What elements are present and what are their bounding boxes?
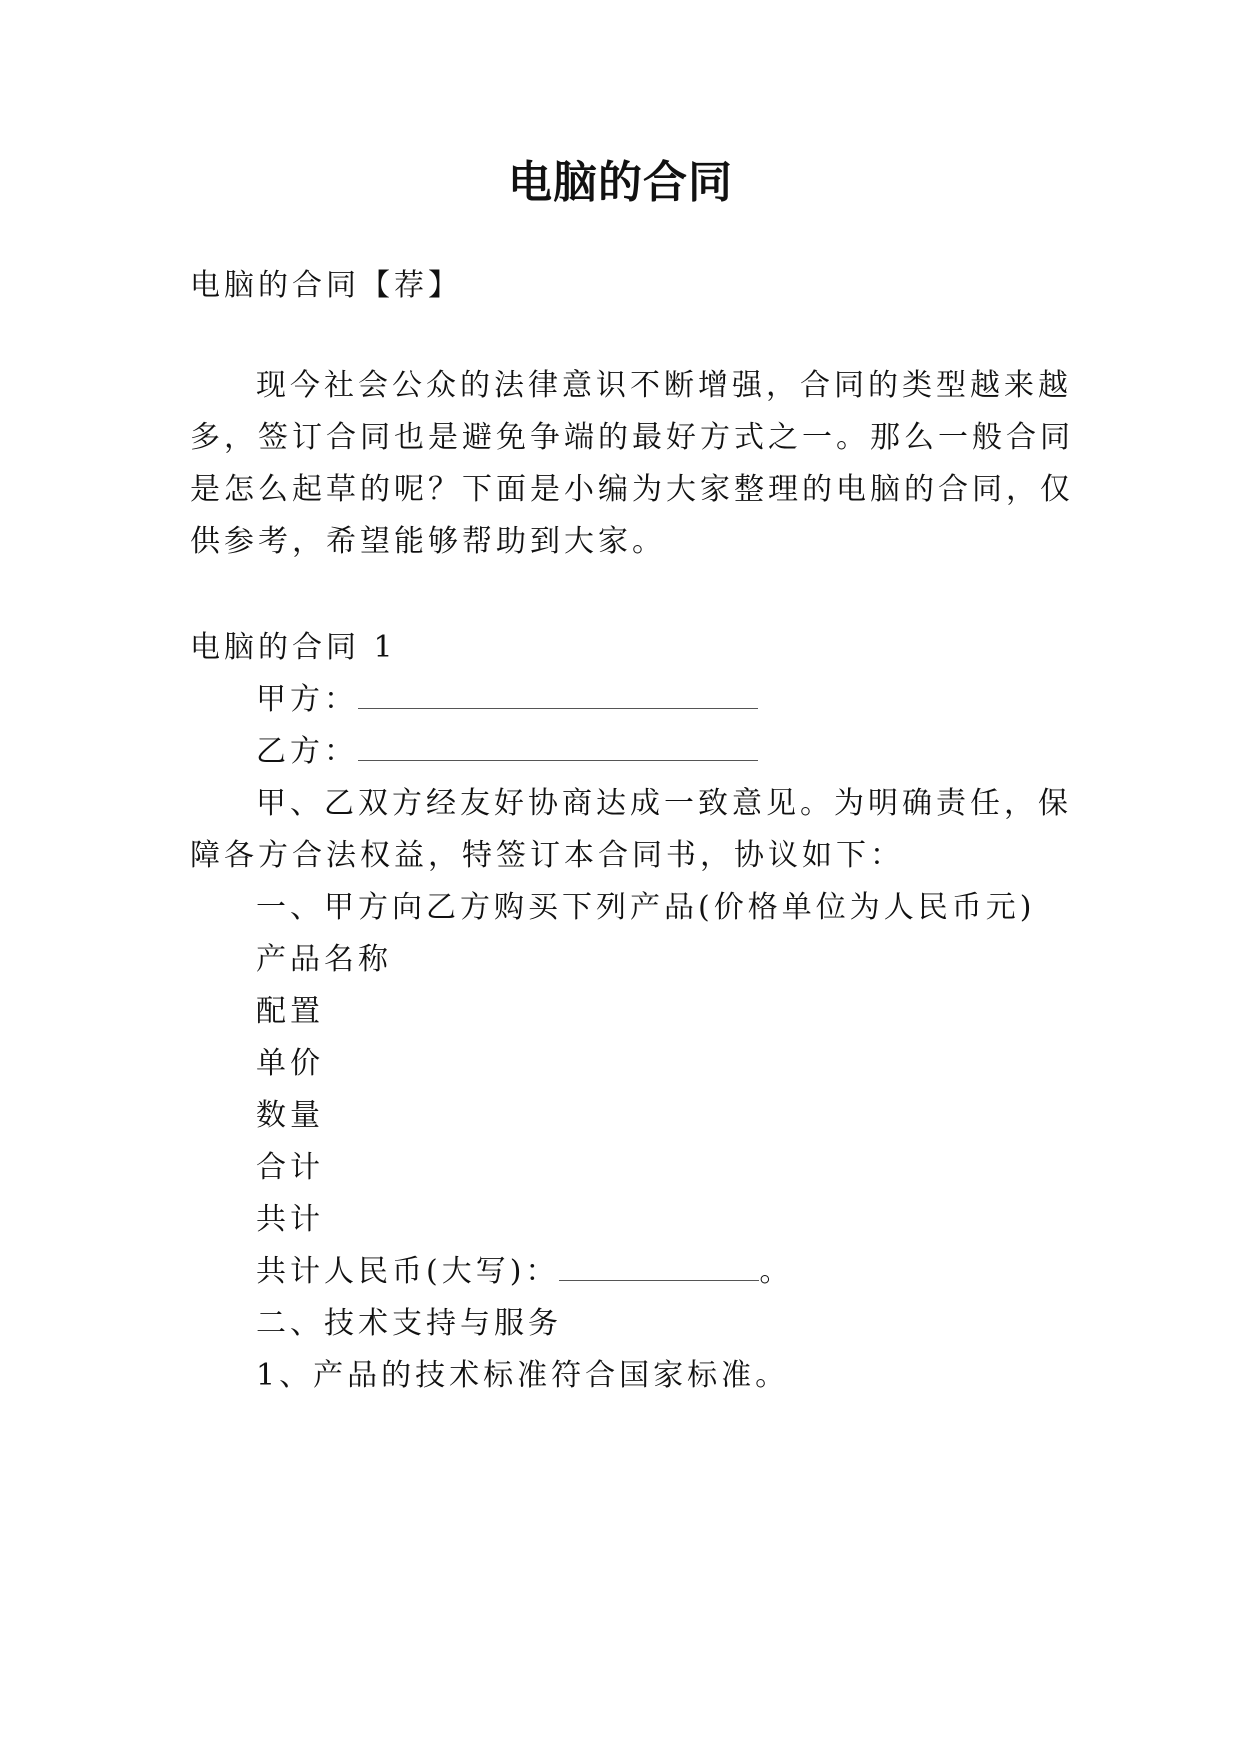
section-heading: 电脑的合同 1: [190, 630, 397, 665]
intro-line-3: 是怎么起草的呢？下面是小编为大家整理的电脑的合同，仅: [190, 472, 1074, 507]
clause-two: 二、技术支持与服务: [256, 1306, 562, 1341]
party-b-line: [256, 732, 1056, 772]
field-configuration: 配置: [256, 994, 324, 1029]
document-title: 电脑的合同: [508, 157, 733, 208]
field-subtotal: 合计: [256, 1150, 324, 1185]
party-b-label: 乙方：: [256, 734, 358, 769]
field-total: 共计: [256, 1202, 324, 1237]
document-subtitle: 电脑的合同【荐】: [190, 268, 462, 303]
agreement-line-2: 障各方合法权益，特签订本合同书，协议如下：: [190, 838, 904, 873]
party-a-line: [256, 680, 1056, 720]
total-rmb-label: 共计人民币(大写)：: [256, 1254, 560, 1289]
field-product-name: 产品名称: [256, 942, 392, 977]
total-rmb-line: [256, 1252, 1056, 1292]
clause-one: 一、甲方向乙方购买下列产品(价格单位为人民币元): [256, 890, 1036, 925]
total-rmb-blank: [559, 1254, 759, 1281]
party-a-blank: [358, 682, 758, 709]
agreement-line-1: 甲、乙双方经友好协商达成一致意见。为明确责任，保: [256, 786, 1072, 821]
total-rmb-suffix: 。: [759, 1254, 794, 1289]
field-quantity: 数量: [256, 1098, 324, 1133]
party-a-label: 甲方：: [256, 682, 358, 717]
intro-line-4: 供参考，希望能够帮助到大家。: [190, 524, 666, 559]
party-b-blank: [358, 734, 758, 761]
intro-line-1: 现今社会公众的法律意识不断增强，合同的类型越来越: [256, 368, 1072, 403]
field-unit-price: 单价: [256, 1046, 324, 1081]
intro-line-2: 多，签订合同也是避免争端的最好方式之一。那么一般合同: [190, 420, 1074, 455]
clause-two-item-one: 1、产品的技术标准符合国家标准。: [256, 1358, 790, 1393]
